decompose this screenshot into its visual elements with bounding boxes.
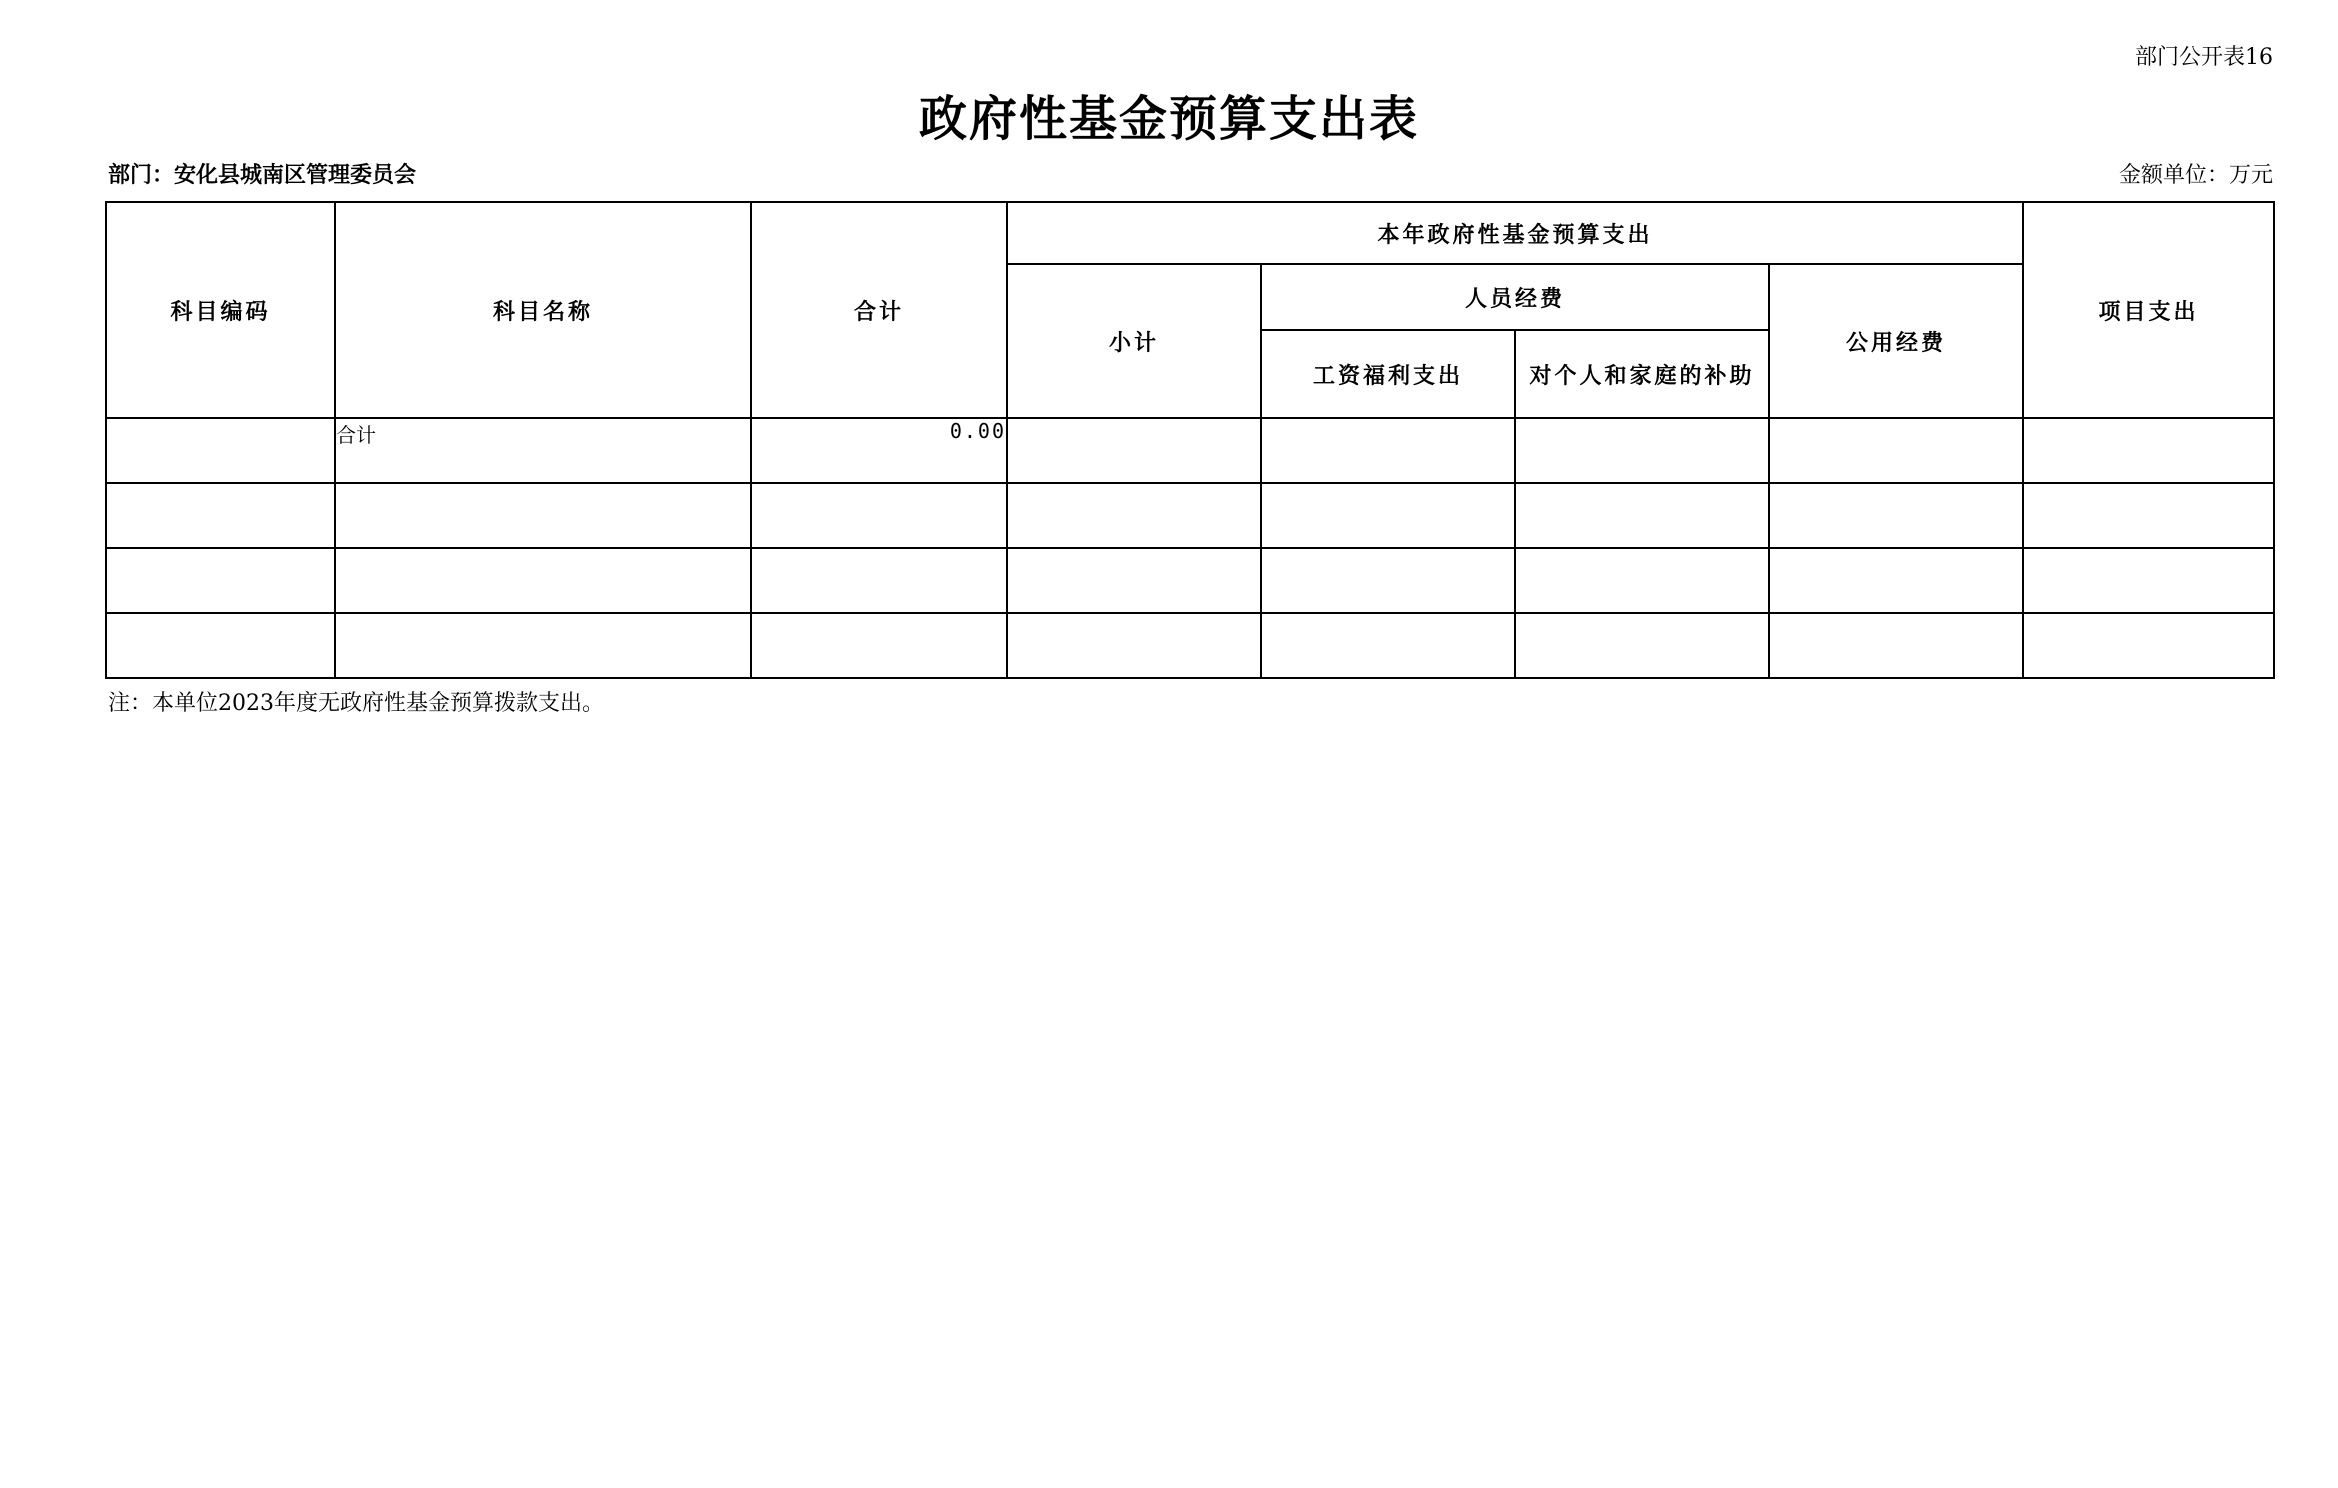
cell-total <box>751 548 1007 613</box>
cell-total <box>751 483 1007 548</box>
cell-subsidies <box>1515 613 1769 678</box>
cell-public-expense <box>1769 548 2023 613</box>
page-title: 政府性基金预算支出表 <box>918 91 1419 147</box>
col-header-name: 科目名称 <box>335 202 751 418</box>
cell-name: 合计 <box>335 418 751 483</box>
header-row-1 <box>106 202 2274 264</box>
cell-total <box>751 613 1007 678</box>
footnote: 注：本单位2023年度无政府性基金预算拨款支出。 <box>108 691 604 716</box>
cell-name <box>335 483 751 548</box>
table-row <box>106 418 2274 483</box>
col-header-project-expense: 项目支出 <box>2023 202 2274 418</box>
cell-wages <box>1261 548 1515 613</box>
col-header-subsidies: 对个人和家庭的补助 <box>1515 330 1769 418</box>
col-header-personnel: 人员经费 <box>1261 264 1769 330</box>
col-header-code: 科目编码 <box>106 202 335 418</box>
col-header-public-expense: 公用经费 <box>1769 264 2023 418</box>
cell-subtotal <box>1007 483 1261 548</box>
col-header-current-year: 本年政府性基金预算支出 <box>1007 202 2023 264</box>
cell-public-expense <box>1769 483 2023 548</box>
cell-subtotal <box>1007 613 1261 678</box>
cell-subtotal <box>1007 548 1261 613</box>
cell-wages <box>1261 613 1515 678</box>
cell-code <box>106 613 335 678</box>
cell-wages <box>1261 418 1515 483</box>
cell-project-expense <box>2023 418 2274 483</box>
cell-code <box>106 418 335 483</box>
cell-code <box>106 548 335 613</box>
cell-subtotal <box>1007 418 1261 483</box>
cell-name <box>335 548 751 613</box>
table-row <box>106 483 2274 548</box>
col-header-total: 合计 <box>751 202 1007 418</box>
cell-public-expense <box>1769 613 2023 678</box>
department-label: 部门：安化县城南区管理委员会 <box>108 163 417 188</box>
table-row <box>106 548 2274 613</box>
cell-project-expense <box>2023 613 2274 678</box>
cell-subsidies <box>1515 483 1769 548</box>
cell-code <box>106 483 335 548</box>
form-number: 部门公开表16 <box>2135 45 2273 70</box>
cell-total: 0.00 <box>751 418 1007 483</box>
cell-subsidies <box>1515 548 1769 613</box>
col-header-wages: 工资福利支出 <box>1261 330 1515 418</box>
cell-project-expense <box>2023 483 2274 548</box>
cell-project-expense <box>2023 548 2274 613</box>
cell-wages <box>1261 483 1515 548</box>
budget-table <box>105 201 2275 679</box>
cell-subsidies <box>1515 418 1769 483</box>
col-header-subtotal: 小计 <box>1007 264 1261 418</box>
cell-public-expense <box>1769 418 2023 483</box>
table-row <box>106 613 2274 678</box>
cell-name <box>335 613 751 678</box>
amount-unit-label: 金额单位：万元 <box>2118 163 2273 188</box>
